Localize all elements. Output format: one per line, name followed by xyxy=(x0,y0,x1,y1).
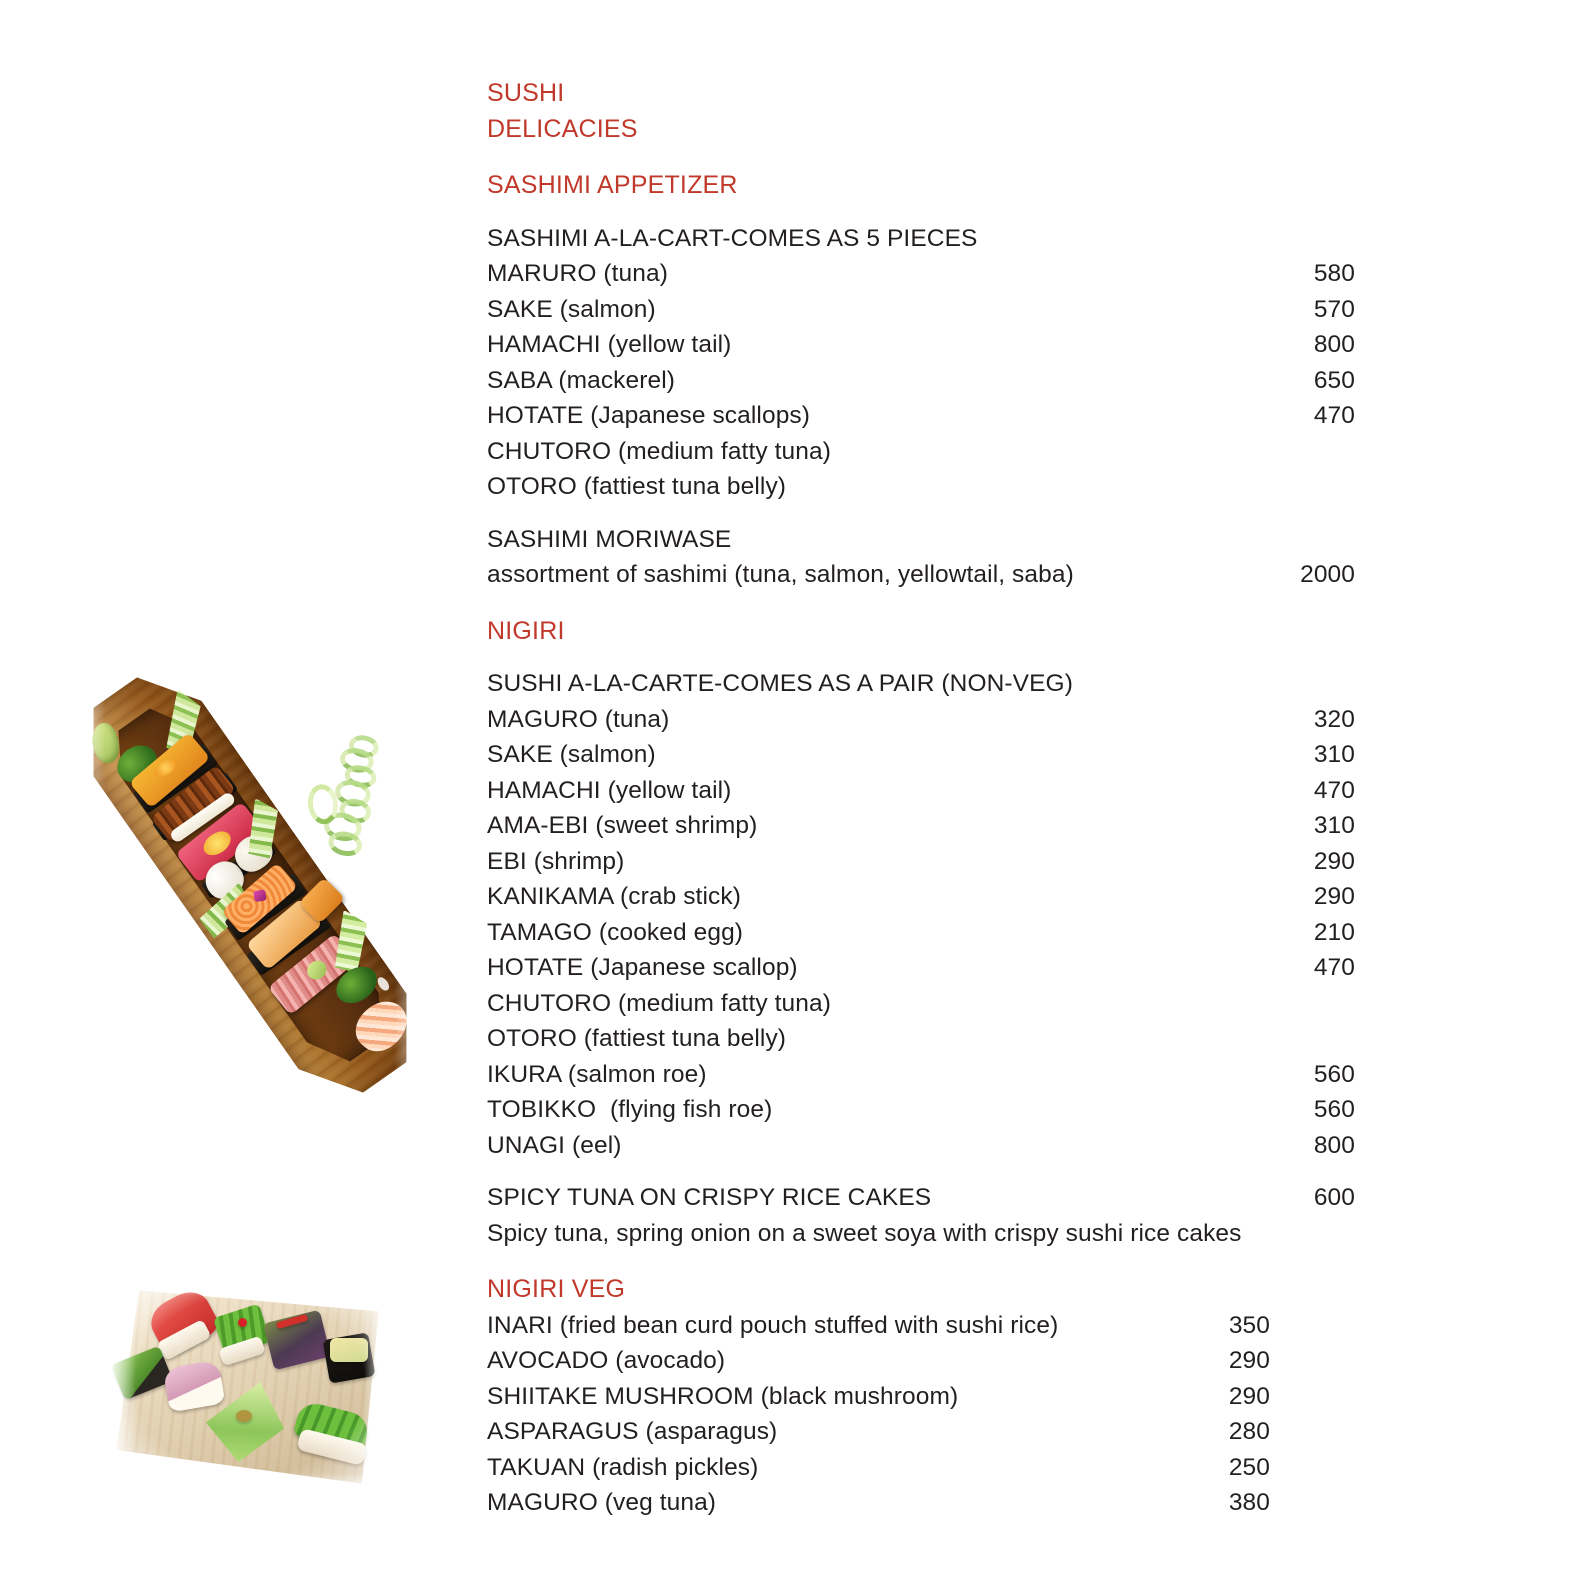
menu-content xyxy=(487,76,1355,1521)
menu-item xyxy=(487,986,1355,1022)
item-name: HOTATE (Japanese scallops) xyxy=(487,402,811,429)
item-price: 560 xyxy=(1313,1096,1355,1123)
menu-item xyxy=(487,1450,1355,1486)
item-name: MAGURO (veg tuna) xyxy=(487,1489,717,1516)
item-price: 470 xyxy=(1313,776,1355,804)
special-price: 2000 xyxy=(1300,561,1355,588)
section-heading-nigiri-veg: NIGIRI VEG xyxy=(487,1275,626,1303)
menu-item xyxy=(487,915,1355,951)
spacer xyxy=(487,649,1355,666)
item-name: HAMACHI (yellow tail) xyxy=(487,331,732,358)
spacer xyxy=(487,505,1355,522)
item-price: 310 xyxy=(1313,741,1355,768)
item-name: SHIITAKE MUSHROOM (black mushroom) xyxy=(487,1382,959,1410)
item-name: OTORO (fattiest tuna belly) xyxy=(487,1025,787,1052)
menu-item xyxy=(487,844,1355,880)
menu-item xyxy=(487,1485,1355,1521)
item-price: 210 xyxy=(1313,918,1355,946)
item-price: 290 xyxy=(1228,1347,1270,1374)
spacer xyxy=(487,593,1355,614)
section-heading-sashimi-appetizer: SASHIMI APPETIZER xyxy=(487,171,738,199)
item-name: HOTATE (Japanese scallop) xyxy=(487,954,798,981)
menu-item xyxy=(487,808,1355,844)
menu-item xyxy=(487,950,1355,986)
menu-item xyxy=(487,1092,1355,1128)
spacer xyxy=(487,1163,1355,1180)
item-list-nigiri xyxy=(487,702,1355,1164)
item-name: EBI (shrimp) xyxy=(487,847,625,875)
item-name: UNAGI (eel) xyxy=(487,1131,622,1159)
page-title: SUSHI DELICACIES xyxy=(487,79,638,143)
item-name: CHUTORO (medium fatty tuna) xyxy=(487,989,831,1017)
item-name: SAKE (salmon) xyxy=(487,741,656,768)
menu-item xyxy=(487,256,1355,292)
menu-item xyxy=(487,1414,1355,1450)
item-name: ASPARAGUS (asparagus) xyxy=(487,1418,778,1445)
menu-item xyxy=(487,702,1355,738)
item-price: 800 xyxy=(1313,1131,1355,1159)
item-name: TAMAGO (cooked egg) xyxy=(487,918,744,946)
sushi-boat-photo xyxy=(60,615,440,1155)
item-name: SABA (mackerel) xyxy=(487,366,676,394)
menu-item xyxy=(487,1308,1355,1344)
section-subheading-nigiri: SUSHI A-LA-CARTE-COMES AS A PAIR (NON-VEG) xyxy=(487,670,1073,697)
cucumber-ribbon-garnish xyxy=(296,724,417,871)
item-price: 350 xyxy=(1228,1311,1270,1339)
menu-item xyxy=(487,1057,1355,1093)
item-price: 290 xyxy=(1313,847,1355,875)
item-price: 560 xyxy=(1313,1060,1355,1088)
item-price: 800 xyxy=(1313,331,1355,358)
section-subheading-sashimi-appetizer: SASHIMI A-LA-CART-COMES AS 5 PIECES xyxy=(487,224,978,252)
item-name: SAKE (salmon) xyxy=(487,295,656,323)
menu-item xyxy=(487,1379,1355,1415)
item-name: HAMACHI (yellow tail) xyxy=(487,776,732,804)
menu-item xyxy=(487,292,1355,328)
menu-item xyxy=(487,469,1355,505)
menu-item xyxy=(487,879,1355,915)
item-name: OTORO (fattiest tuna belly) xyxy=(487,473,787,500)
spacer xyxy=(487,1251,1355,1272)
item-price: 290 xyxy=(1228,1382,1270,1410)
item-name: TAKUAN (radish pickles) xyxy=(487,1453,759,1481)
spacer xyxy=(487,204,1355,221)
item-price: 290 xyxy=(1313,883,1355,910)
menu-item xyxy=(487,327,1355,363)
spacer xyxy=(487,147,1355,168)
item-name: MAGURO (tuna) xyxy=(487,705,670,733)
item-list-sashimi-appetizer xyxy=(487,256,1355,505)
special-description: Spicy tuna, spring onion on a sweet soya with crispy sushi rice cakes xyxy=(487,1219,1242,1247)
menu-item xyxy=(487,737,1355,773)
item-price: 570 xyxy=(1313,295,1355,323)
special-price: 600 xyxy=(1313,1184,1355,1211)
special-row-spicy-tuna xyxy=(487,1180,1355,1216)
menu-item xyxy=(487,363,1355,399)
item-price: 650 xyxy=(1313,366,1355,394)
inari-filling xyxy=(330,1338,368,1362)
item-price: 470 xyxy=(1313,402,1355,429)
special-row-sashimi-moriwase xyxy=(487,557,1355,593)
menu-item xyxy=(487,1343,1355,1379)
special-name-spicy-tuna: SPICY TUNA ON CRISPY RICE CAKES xyxy=(487,1184,932,1211)
item-name: MARURO (tuna) xyxy=(487,260,668,287)
item-price: 280 xyxy=(1228,1418,1270,1445)
item-price: 250 xyxy=(1228,1453,1270,1481)
menu-item xyxy=(487,398,1355,434)
pickle-accent xyxy=(253,889,267,902)
item-price: 320 xyxy=(1313,705,1355,733)
item-name: CHUTORO (medium fatty tuna) xyxy=(487,437,831,465)
item-list-nigiri-veg xyxy=(487,1308,1355,1521)
special-description: assortment of sashimi (tuna, salmon, yellowtail, saba) xyxy=(487,561,1074,588)
item-price: 470 xyxy=(1313,954,1355,981)
special-name-sashimi-moriwase: SASHIMI MORIWASE xyxy=(487,525,732,553)
boat-tray xyxy=(61,655,439,1116)
menu-item xyxy=(487,773,1355,809)
item-name: AMA-EBI (sweet shrimp) xyxy=(487,812,758,839)
veg-sushi-photo xyxy=(100,1268,400,1502)
item-price: 310 xyxy=(1313,812,1355,839)
item-name: KANIKAMA (crab stick) xyxy=(487,883,741,910)
item-name: TOBIKKO (flying fish roe) xyxy=(487,1096,773,1123)
section-heading-nigiri: NIGIRI xyxy=(487,616,565,645)
menu-item xyxy=(487,1128,1355,1164)
menu-item xyxy=(487,1021,1355,1057)
avocado-pit-mark xyxy=(236,1410,252,1422)
menu-item xyxy=(487,434,1355,470)
item-name: INARI (fried bean curd pouch stuffed with sushi rice) xyxy=(487,1311,1059,1339)
item-name: IKURA (salmon roe) xyxy=(487,1060,707,1088)
item-price: 380 xyxy=(1228,1489,1270,1516)
red-berry-accent xyxy=(238,1318,247,1327)
item-price: 580 xyxy=(1313,260,1355,287)
item-name: AVOCADO (avocado) xyxy=(487,1347,726,1374)
